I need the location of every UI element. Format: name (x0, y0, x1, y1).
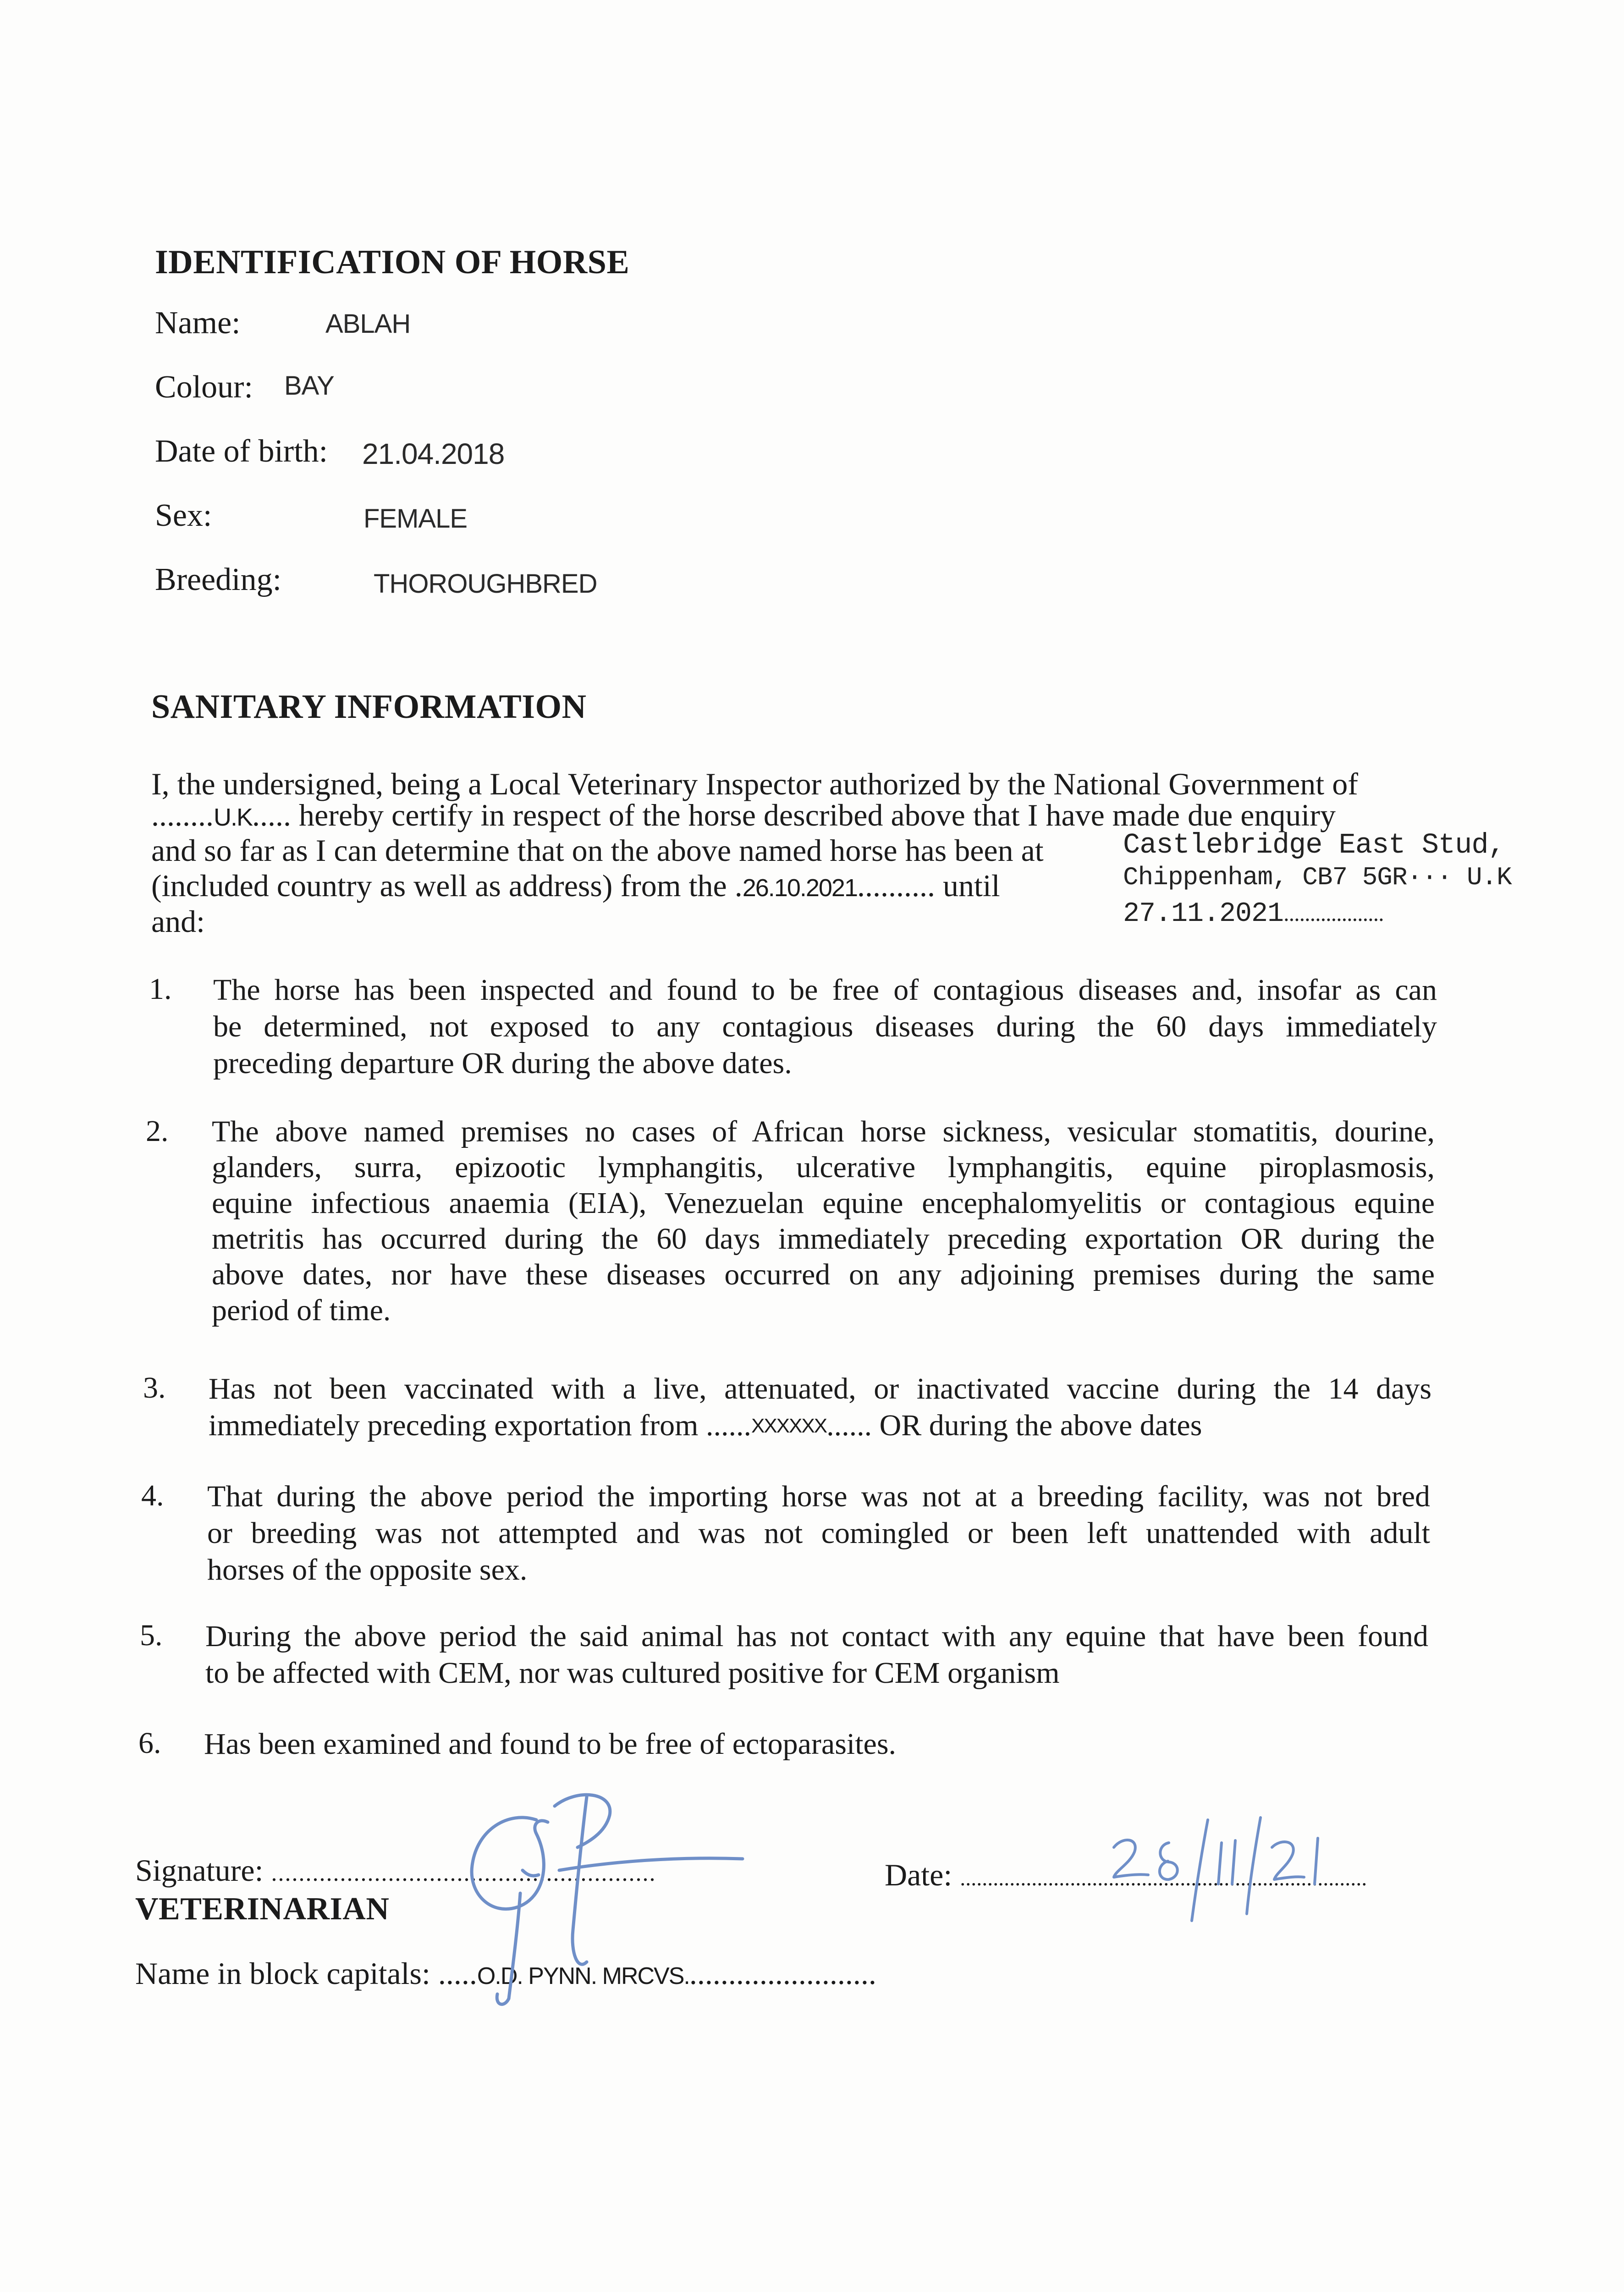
from-date: 26.10.2021 (742, 874, 857, 902)
item-3-line2-start: immediately preceding exportation from ...... (209, 1409, 751, 1442)
until-date: 27.11.2021 (1123, 898, 1284, 930)
date-dots: .......................................................................... (960, 1866, 1367, 1890)
item-2-line: The above named premises no cases of African horse sickness, vesicular stomatitis, dourine, (212, 1115, 1435, 1148)
until-dots: ................... (1283, 900, 1384, 926)
item-number-3: 3. (143, 1371, 166, 1405)
until-text: until (935, 868, 1000, 903)
intro-line-5: and: (151, 904, 205, 939)
intro-line-3: and so far as I can determine that on the above named horse has been at (151, 833, 1044, 868)
item-3-line2-end: ...... OR during the above dates (826, 1409, 1202, 1442)
item-4-line: or breeding was not attempted and was not comingled or been left unattended with adult (207, 1516, 1430, 1550)
handwritten-signature (440, 1779, 761, 2017)
item-number-6: 6. (138, 1726, 161, 1760)
colour-label: Colour: (155, 369, 253, 405)
item-5-line: to be affected with CEM, nor was cultured positive for CEM organism (205, 1656, 1060, 1690)
intro-line-4 (151, 867, 1000, 906)
intro-line-2-text: hereby certify in respect of the horse described above that I have made due enquiry (291, 798, 1336, 832)
item-1-line: The horse has been inspected and found to be free of contagious diseases and, insofar as can (213, 973, 1437, 1007)
veterinarian-label: VETERINARIAN (135, 1891, 390, 1927)
item-4-text (207, 1478, 1430, 1588)
item-4-line: horses of the opposite sex. (207, 1553, 528, 1587)
name-block-dots-b: ........................ (689, 1956, 876, 1991)
item-2-line: above dates, nor have these diseases occurred on any adjoining premises during the same (212, 1258, 1435, 1291)
item-2-text (212, 1114, 1435, 1328)
item-1-text (213, 972, 1437, 1082)
item-3-line: Has not been vaccinated with a live, attenuated, or inactivated vaccine during the 14 days (209, 1372, 1431, 1405)
dob-value: 21.04.2018 (362, 437, 505, 470)
export-country-value: XXXXXX (751, 1415, 827, 1437)
country-value: U.K (214, 804, 253, 831)
item-number-1: 1. (149, 972, 172, 1006)
item-1-line: preceding departure OR during the above dates. (213, 1047, 792, 1080)
sanitary-heading: SANITARY INFORMATION (151, 688, 587, 726)
name-value: ABLAH (325, 309, 411, 339)
intro-line-1: I, the undersigned, being a Local Veterinary Inspector authorized by the National Government of (151, 766, 1358, 801)
date-label: Date: (885, 1857, 952, 1892)
intro-dots-a: ........ (151, 798, 214, 832)
item-2-line: equine infectious anaemia (EIA), Venezuelan equine encephalomyelitis or contagious equine (212, 1186, 1435, 1220)
sex-label: Sex: (155, 498, 212, 533)
address-line-1: Castlebridge East Stud, (1123, 829, 1505, 861)
item-6-text (204, 1726, 1212, 1763)
item-2-line: glanders, surra, epizootic lymphangitis, ulcerative lymphangitis, equine piroplasmosis, (212, 1151, 1435, 1184)
item-5-text (205, 1618, 1428, 1691)
intro-dots-b: ..... (252, 798, 292, 832)
item-number-4: 4. (141, 1479, 164, 1512)
breeding-label: Breeding: (155, 562, 282, 597)
name-block-dots-a: ..... (438, 1956, 477, 1991)
dob-label: Date of birth: (155, 434, 328, 469)
item-2-line: metritis has occurred during the 60 days immediately preceding exportation OR during the (212, 1222, 1435, 1256)
item-5-line: During the above period the said animal has not contact with any equine that have been found (205, 1620, 1428, 1653)
signature-dots: ........................................................ (271, 1860, 656, 1886)
item-3-line (209, 1407, 1431, 1444)
sex-value: FEMALE (363, 504, 468, 534)
handwritten-date (1096, 1811, 1334, 1930)
breeding-value: THOROUGHBRED (374, 569, 597, 599)
address-dots: ··· (1407, 863, 1452, 892)
item-number-5: 5. (140, 1619, 163, 1652)
from-dots: .......... (857, 868, 935, 903)
identification-heading: IDENTIFICATION OF HORSE (155, 243, 630, 281)
name-block-label: Name in block capitals: (135, 1956, 430, 1991)
until-date-row (1123, 898, 1384, 930)
signature-label: Signature: (135, 1853, 264, 1888)
item-3-text (209, 1371, 1431, 1444)
from-text: (included country as well as address) from the . (151, 868, 743, 903)
vet-name-value: O.D. PYNN. MRCVS. (477, 1963, 689, 1989)
address-street: Chippenham, CB7 5GR (1123, 863, 1407, 892)
item-number-2: 2. (146, 1114, 169, 1148)
item-1-line: be determined, not exposed to any contagious diseases during the 60 days immediately (213, 1010, 1437, 1043)
item-4-line: That during the above period the importing horse was not at a breeding facility, was not bred (207, 1480, 1430, 1513)
item-6-line: Has been examined and found to be free of ectoparasites. (204, 1727, 897, 1761)
name-label: Name: (155, 305, 241, 341)
item-2-line: period of time. (212, 1294, 391, 1327)
address-country: U.K (1466, 863, 1512, 892)
colour-value: BAY (284, 371, 334, 401)
address-line-2 (1123, 863, 1512, 892)
